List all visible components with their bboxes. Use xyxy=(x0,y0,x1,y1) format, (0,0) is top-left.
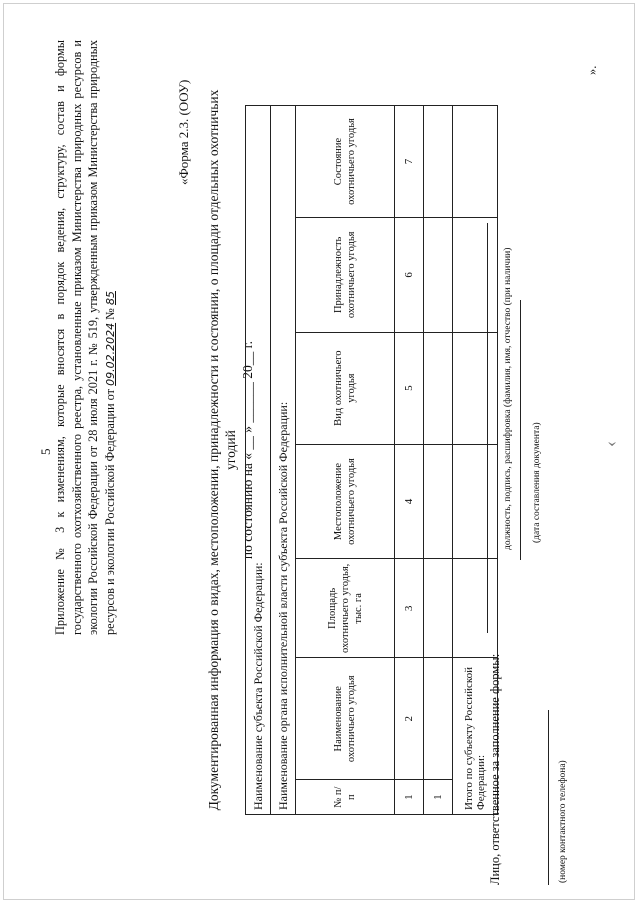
empty-cell xyxy=(453,217,498,332)
empty-cell xyxy=(424,444,453,559)
empty-cell xyxy=(453,106,498,218)
header-cell: Принадлежность охотничьего угодья xyxy=(296,217,395,332)
column-number: 7 xyxy=(395,106,424,218)
empty-cell xyxy=(453,559,498,658)
column-number: 2 xyxy=(395,658,424,780)
organ-row: Наименование органа исполнительной власти субъекта Российской Федерации: xyxy=(271,106,296,815)
signature-line xyxy=(487,223,488,633)
subject-row: Наименование субъекта Российской Федерации: xyxy=(246,106,271,815)
empty-cell xyxy=(453,444,498,559)
header-cell: Состояние охотничьего угодья xyxy=(296,106,395,218)
number-label: № xyxy=(102,308,117,320)
scan-mark: ‹ xyxy=(600,441,620,447)
appendix-text: Приложение № 3 к изменениям, которые вносятся в порядок ведения, структуру, состав и формы государственного охотхозяйственного реестра, установленные приказом Министерства природных ресурсов и экологии Российской Федерации от 28 июля 2021 г. № 519, утвержденным приказом Министерства природных ресурсов и экологии Российской Федерации от xyxy=(53,40,117,635)
empty-cell xyxy=(424,332,453,444)
empty-cell xyxy=(424,106,453,218)
row-number: 1 xyxy=(424,780,453,815)
header-cell: Площадь охотничьего угодья, тыс. га xyxy=(296,559,395,658)
header-row xyxy=(296,106,395,815)
phone-caption: (номер контактного телефона) xyxy=(558,760,568,883)
empty-cell xyxy=(424,658,453,780)
phone-line xyxy=(548,710,549,885)
column-number: 1 xyxy=(395,780,424,815)
form-label: «Форма 2.3. (ООУ) xyxy=(176,79,191,185)
header-cell: Вид охотничьего угодья xyxy=(296,332,395,444)
page-number: 5 xyxy=(38,448,53,455)
header-cell: № п/п xyxy=(296,780,395,815)
title-line-2: по состоянию на « __ » ______ 20__ г. xyxy=(240,340,255,560)
empty-cell xyxy=(424,217,453,332)
hunting-grounds-table xyxy=(245,105,498,815)
handwritten-number: 85 xyxy=(103,291,117,306)
column-number: 5 xyxy=(395,332,424,444)
header-cell: Местоположение охотничьего угодья xyxy=(296,444,395,559)
empty-cell xyxy=(424,559,453,658)
total-label: Итого по субъекту Российской Федерации: xyxy=(453,658,498,815)
column-number-row xyxy=(395,106,424,815)
table-row xyxy=(424,106,453,815)
title-line-1: Документированная информация о видах, местоположении, принадлежности и состоянии, о площади отдельных охотничьих угодий xyxy=(206,89,238,811)
appendix-header xyxy=(52,40,119,635)
handwritten-date: 09.02.2024 xyxy=(103,322,117,386)
responsible-label: Лицо, ответственное за заполнение формы: xyxy=(488,653,502,885)
column-number: 3 xyxy=(395,559,424,658)
date-line xyxy=(520,300,521,560)
signature-caption: должность, подпись, расшифровка (фамилия, имя, отчество (при наличии) xyxy=(503,247,513,550)
column-number: 6 xyxy=(395,217,424,332)
header-cell: Наименование охотничьего угодья xyxy=(296,658,395,780)
date-caption: (дата составления документа) xyxy=(532,422,542,543)
empty-cell xyxy=(453,332,498,444)
column-number: 4 xyxy=(395,444,424,559)
closing-quote: ». xyxy=(585,65,599,75)
